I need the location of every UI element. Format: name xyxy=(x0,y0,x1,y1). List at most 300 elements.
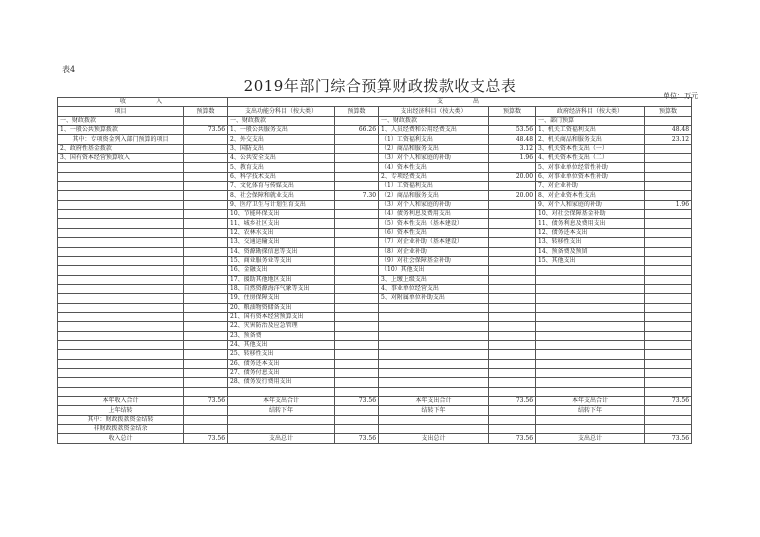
func-item-cell: 16、金融支出 xyxy=(228,266,335,275)
econ-budget-cell xyxy=(489,247,536,256)
gov-econ-item-cell: 本年支出合计 xyxy=(536,397,645,406)
income-item-cell: 本年收入合计 xyxy=(58,397,184,406)
func-item-cell: 本年支出合计 xyxy=(228,397,335,406)
income-budget-cell xyxy=(184,200,228,209)
func-budget-cell xyxy=(335,144,379,153)
func-item-cell: 20、粮油物资储备支出 xyxy=(228,303,335,312)
econ-budget-cell xyxy=(489,182,536,191)
income-item-cell xyxy=(58,256,184,265)
func-item-cell: 4、公共安全支出 xyxy=(228,154,335,163)
econ-budget-cell xyxy=(489,387,536,396)
income-budget-cell xyxy=(184,191,228,200)
gov-econ-budget-cell xyxy=(645,163,692,172)
func-budget-cell: 73.56 xyxy=(335,434,379,443)
gov-econ-item-cell xyxy=(536,266,645,275)
func-item-cell: 9、医疗卫生与计划生育支出 xyxy=(228,200,335,209)
gov-econ-item-cell xyxy=(536,275,645,284)
table-row xyxy=(58,210,692,219)
form-number: 表4 xyxy=(62,65,76,74)
income-item-cell xyxy=(58,238,184,247)
gov-econ-budget-cell xyxy=(645,368,692,377)
econ-item-cell: 1、人员经费和公用经费支出 xyxy=(379,126,489,135)
econ-item-cell: （7）对企业补助（基本建设） xyxy=(379,238,489,247)
income-item-cell: 2、政府性基金拨款 xyxy=(58,144,184,153)
income-item-cell xyxy=(58,340,184,349)
income-budget-cell xyxy=(184,210,228,219)
gov-econ-budget-cell xyxy=(645,331,692,340)
econ-budget-cell xyxy=(489,116,536,125)
func-item-cell: 24、其他支出 xyxy=(228,340,335,349)
gov-econ-item-cell: 14、预备费及预留 xyxy=(536,247,645,256)
gov-econ-budget-cell xyxy=(645,284,692,293)
econ-budget-cell xyxy=(489,256,536,265)
econ-item-cell xyxy=(379,415,489,424)
func-item-cell: 2、外交支出 xyxy=(228,135,335,144)
econ-budget-cell xyxy=(489,228,536,237)
table-row xyxy=(58,312,692,321)
income-item-cell xyxy=(58,219,184,228)
gov-econ-item-cell: 1、机关工资福利支出 xyxy=(536,126,645,135)
econ-item-cell xyxy=(379,368,489,377)
gov-econ-item-cell: 8、对企业资本性支出 xyxy=(536,191,645,200)
econ-item-cell: 一、财政拨款 xyxy=(379,116,489,125)
econ-item-cell xyxy=(379,378,489,387)
econ-item-cell: （2）商品和服务支出 xyxy=(379,191,489,200)
gov-econ-item-cell: 结转下年 xyxy=(536,406,645,415)
func-budget-cell xyxy=(335,154,379,163)
income-item-cell xyxy=(58,312,184,321)
gov-econ-budget-cell xyxy=(645,154,692,163)
econ-budget-cell: 53.56 xyxy=(489,126,536,135)
econ-budget-cell xyxy=(489,210,536,219)
table-row xyxy=(58,182,692,191)
table-row xyxy=(58,387,692,396)
total-row xyxy=(58,434,692,443)
table-row xyxy=(58,144,692,153)
gov-econ-item-cell: 10、对社会保障基金补助 xyxy=(536,210,645,219)
income-budget-cell xyxy=(184,116,228,125)
income-item-cell xyxy=(58,331,184,340)
income-budget-cell xyxy=(184,368,228,377)
budget-header: 预算数 xyxy=(645,107,692,116)
income-item-cell xyxy=(58,266,184,275)
income-header: 收 入 xyxy=(58,98,228,107)
total-row xyxy=(58,406,692,415)
gov-econ-item-cell: 7、对企业补助 xyxy=(536,182,645,191)
income-budget-cell xyxy=(184,144,228,153)
table-row xyxy=(58,303,692,312)
income-budget-cell xyxy=(184,275,228,284)
func-budget-cell xyxy=(335,368,379,377)
econ-item-cell: （3）对个人和家庭的补助 xyxy=(379,200,489,209)
func-budget-cell xyxy=(335,294,379,303)
func-item-cell: 结转下年 xyxy=(228,406,335,415)
gov-econ-budget-cell xyxy=(645,144,692,153)
income-item-cell xyxy=(58,284,184,293)
func-item-cell: 3、国防支出 xyxy=(228,144,335,153)
func-item-cell: 12、农林水支出 xyxy=(228,228,335,237)
gov-econ-item-cell: 支出总计 xyxy=(536,434,645,443)
func-item-cell: 5、教育支出 xyxy=(228,163,335,172)
gov-econ-item-cell xyxy=(536,415,645,424)
income-item-cell xyxy=(58,359,184,368)
budget-table xyxy=(57,97,692,444)
gov-econ-item-cell: 3、机关资本性支出（一） xyxy=(536,144,645,153)
econ-budget-cell xyxy=(489,275,536,284)
income-item-cell xyxy=(58,172,184,181)
gov-econ-item-cell: 13、转移性支出 xyxy=(536,238,645,247)
func-item-cell: 26、债务还本支出 xyxy=(228,359,335,368)
gov-econ-budget-cell xyxy=(645,275,692,284)
table-row xyxy=(58,135,692,144)
econ-budget-cell xyxy=(489,284,536,293)
income-item-cell: 其中：专项资金列入部门预算的项目 xyxy=(58,135,184,144)
income-budget-cell xyxy=(184,135,228,144)
table-row xyxy=(58,340,692,349)
func-item-cell: 18、自然资源海洋气象等支出 xyxy=(228,284,335,293)
income-budget-cell xyxy=(184,378,228,387)
income-item-cell: 上年结转 xyxy=(58,406,184,415)
income-item-cell xyxy=(58,228,184,237)
table-row xyxy=(58,359,692,368)
income-item-cell xyxy=(58,387,184,396)
func-budget-cell xyxy=(335,331,379,340)
income-item-cell xyxy=(58,303,184,312)
gov-econ-item-cell xyxy=(536,303,645,312)
table-row xyxy=(58,256,692,265)
income-budget-cell xyxy=(184,182,228,191)
income-budget-cell xyxy=(184,238,228,247)
income-item-cell: 其中：财政拨款资金结转 xyxy=(58,415,184,424)
income-budget-cell xyxy=(184,228,228,237)
econ-budget-cell xyxy=(489,368,536,377)
econ-class-header: 支出经济科目（按大类） xyxy=(379,107,489,116)
gov-econ-budget-cell xyxy=(645,238,692,247)
table-row xyxy=(58,284,692,293)
income-budget-cell: 73.56 xyxy=(184,434,228,443)
func-item-cell: 15、商业服务业等支出 xyxy=(228,256,335,265)
econ-item-cell: （1）工资福利支出 xyxy=(379,182,489,191)
econ-item-cell xyxy=(379,425,489,434)
income-item-cell xyxy=(58,275,184,284)
income-budget-cell xyxy=(184,406,228,415)
func-budget-cell xyxy=(335,275,379,284)
income-item-cell xyxy=(58,294,184,303)
income-item-cell xyxy=(58,368,184,377)
gov-econ-item-cell xyxy=(536,294,645,303)
table-row xyxy=(58,238,692,247)
econ-item-cell: 支出总计 xyxy=(379,434,489,443)
gov-econ-budget-cell xyxy=(645,406,692,415)
budget-header: 预算数 xyxy=(184,107,228,116)
gov-econ-item-cell xyxy=(536,284,645,293)
func-item-cell: 28、债务发行费用支出 xyxy=(228,378,335,387)
gov-econ-budget-cell xyxy=(645,294,692,303)
gov-econ-item-cell xyxy=(536,378,645,387)
gov-econ-budget-cell: 1.96 xyxy=(645,200,692,209)
table-row xyxy=(58,266,692,275)
item-header: 项目 xyxy=(58,107,184,116)
func-item-cell: 一、财政拨款 xyxy=(228,116,335,125)
func-item-cell: 支出总计 xyxy=(228,434,335,443)
func-budget-cell xyxy=(335,312,379,321)
econ-budget-cell xyxy=(489,406,536,415)
func-budget-cell xyxy=(335,415,379,424)
econ-item-cell xyxy=(379,303,489,312)
func-budget-cell xyxy=(335,322,379,331)
income-budget-cell xyxy=(184,266,228,275)
income-budget-cell xyxy=(184,312,228,321)
func-budget-cell xyxy=(335,219,379,228)
gov-econ-budget-cell xyxy=(645,116,692,125)
income-item-cell xyxy=(58,163,184,172)
gov-econ-class-header: 政府经济科目（按大类） xyxy=(536,107,645,116)
econ-item-cell: 3、上缴上级支出 xyxy=(379,275,489,284)
func-item-cell: 17、援助其他地区支出 xyxy=(228,275,335,284)
gov-econ-budget-cell: 23.12 xyxy=(645,135,692,144)
gov-econ-budget-cell xyxy=(645,172,692,181)
econ-item-cell xyxy=(379,322,489,331)
total-row xyxy=(58,425,692,434)
func-item-cell: 14、资源勘探信息等支出 xyxy=(228,247,335,256)
econ-budget-cell xyxy=(489,219,536,228)
gov-econ-budget-cell: 73.56 xyxy=(645,397,692,406)
func-item-cell: 22、灾害防治及应急管理 xyxy=(228,322,335,331)
income-item-cell: 非财政拨款资金结余 xyxy=(58,425,184,434)
func-item-cell: 8、社会保障和就业支出 xyxy=(228,191,335,200)
income-item-cell xyxy=(58,378,184,387)
func-item-cell: 21、国有资本经营预算支出 xyxy=(228,312,335,321)
page-title: 2019年部门综合预算财政拨款收支总表 xyxy=(243,77,517,95)
income-budget-cell xyxy=(184,322,228,331)
gov-econ-budget-cell xyxy=(645,350,692,359)
econ-budget-cell xyxy=(489,303,536,312)
func-budget-cell xyxy=(335,284,379,293)
total-row xyxy=(58,415,692,424)
func-budget-cell xyxy=(335,350,379,359)
func-budget-cell xyxy=(335,116,379,125)
table-row xyxy=(58,200,692,209)
gov-econ-budget-cell xyxy=(645,219,692,228)
func-budget-cell xyxy=(335,256,379,265)
func-budget-cell xyxy=(335,340,379,349)
econ-budget-cell xyxy=(489,331,536,340)
gov-econ-item-cell xyxy=(536,340,645,349)
gov-econ-item-cell xyxy=(536,425,645,434)
func-budget-cell xyxy=(335,406,379,415)
budget-header: 预算数 xyxy=(335,107,379,116)
income-budget-cell xyxy=(184,284,228,293)
income-item-cell: 3、国有资本经营预算收入 xyxy=(58,154,184,163)
income-item-cell: 一、财政拨款 xyxy=(58,116,184,125)
econ-budget-cell: 20.00 xyxy=(489,172,536,181)
func-budget-cell xyxy=(335,172,379,181)
gov-econ-item-cell xyxy=(536,322,645,331)
func-budget-cell xyxy=(335,228,379,237)
econ-item-cell xyxy=(379,387,489,396)
econ-item-cell: （10）其他支出 xyxy=(379,266,489,275)
table-row xyxy=(58,116,692,125)
func-item-cell: 6、科学技术支出 xyxy=(228,172,335,181)
table-row xyxy=(58,172,692,181)
income-budget-cell xyxy=(184,256,228,265)
income-budget-cell xyxy=(184,387,228,396)
gov-econ-item-cell xyxy=(536,312,645,321)
budget-header: 预算数 xyxy=(489,107,536,116)
econ-budget-cell: 73.56 xyxy=(489,397,536,406)
econ-item-cell: 4、事业单位经营支出 xyxy=(379,284,489,293)
table-row xyxy=(58,275,692,284)
gov-econ-budget-cell xyxy=(645,359,692,368)
income-budget-cell xyxy=(184,172,228,181)
gov-econ-budget-cell xyxy=(645,210,692,219)
econ-budget-cell: 73.56 xyxy=(489,434,536,443)
func-budget-cell xyxy=(335,378,379,387)
gov-econ-budget-cell xyxy=(645,256,692,265)
gov-econ-item-cell: 6、对事业单位资本性补助 xyxy=(536,172,645,181)
func-item-cell xyxy=(228,415,335,424)
income-budget-cell xyxy=(184,340,228,349)
econ-item-cell xyxy=(379,359,489,368)
income-budget-cell xyxy=(184,350,228,359)
table-row xyxy=(58,331,692,340)
gov-econ-item-cell xyxy=(536,359,645,368)
income-budget-cell xyxy=(184,331,228,340)
gov-econ-budget-cell xyxy=(645,415,692,424)
gov-econ-item-cell xyxy=(536,368,645,377)
econ-budget-cell xyxy=(489,378,536,387)
func-item-cell xyxy=(228,387,335,396)
econ-item-cell: （2）商品和服务支出 xyxy=(379,144,489,153)
table-row xyxy=(58,322,692,331)
econ-budget-cell: 48.48 xyxy=(489,135,536,144)
table-row xyxy=(58,378,692,387)
header-row-1 xyxy=(58,98,692,107)
gov-econ-budget-cell xyxy=(645,312,692,321)
gov-econ-budget-cell xyxy=(645,303,692,312)
econ-budget-cell: 20.00 xyxy=(489,191,536,200)
econ-budget-cell xyxy=(489,350,536,359)
gov-econ-budget-cell xyxy=(645,266,692,275)
gov-econ-budget-cell xyxy=(645,425,692,434)
income-budget-cell xyxy=(184,163,228,172)
func-class-header: 支出功能分科目（按大类） xyxy=(228,107,335,116)
gov-econ-budget-cell xyxy=(645,387,692,396)
income-budget-cell xyxy=(184,303,228,312)
econ-budget-cell xyxy=(489,359,536,368)
income-item-cell xyxy=(58,247,184,256)
econ-budget-cell xyxy=(489,200,536,209)
income-item-cell xyxy=(58,322,184,331)
econ-item-cell: （5）资本性支出（基本建设） xyxy=(379,219,489,228)
func-budget-cell xyxy=(335,200,379,209)
table-row xyxy=(58,368,692,377)
econ-budget-cell: 1.96 xyxy=(489,154,536,163)
func-budget-cell xyxy=(335,182,379,191)
econ-budget-cell xyxy=(489,238,536,247)
expenditure-header: 支 出 xyxy=(228,98,692,107)
gov-econ-item-cell: 2、机关商品和服务支出 xyxy=(536,135,645,144)
econ-budget-cell xyxy=(489,163,536,172)
gov-econ-item-cell: 15、其他支出 xyxy=(536,256,645,265)
econ-item-cell xyxy=(379,350,489,359)
income-budget-cell xyxy=(184,219,228,228)
table-row xyxy=(58,228,692,237)
econ-budget-cell xyxy=(489,425,536,434)
func-item-cell xyxy=(228,425,335,434)
gov-econ-item-cell: 一、部门预算 xyxy=(536,116,645,125)
table-row xyxy=(58,191,692,200)
func-budget-cell xyxy=(335,163,379,172)
gov-econ-budget-cell: 73.56 xyxy=(645,434,692,443)
income-item-cell: 收入总计 xyxy=(58,434,184,443)
gov-econ-budget-cell xyxy=(645,247,692,256)
income-budget-cell xyxy=(184,294,228,303)
func-budget-cell xyxy=(335,210,379,219)
gov-econ-budget-cell xyxy=(645,340,692,349)
table-row xyxy=(58,247,692,256)
econ-item-cell: （4）资本性支出 xyxy=(379,163,489,172)
econ-item-cell: （3）对个人和家庭的补助 xyxy=(379,154,489,163)
econ-item-cell: 5、对附属单位补助支出 xyxy=(379,294,489,303)
gov-econ-item-cell: 5、对事业单位经常性补助 xyxy=(536,163,645,172)
func-budget-cell: 7.30 xyxy=(335,191,379,200)
gov-econ-budget-cell xyxy=(645,182,692,191)
func-item-cell: 27、债务付息支出 xyxy=(228,368,335,377)
econ-item-cell: （1）工资福利支出 xyxy=(379,135,489,144)
func-item-cell: 25、转移性支出 xyxy=(228,350,335,359)
func-budget-cell xyxy=(335,425,379,434)
econ-budget-cell xyxy=(489,266,536,275)
func-budget-cell xyxy=(335,303,379,312)
econ-item-cell: 本年支出合计 xyxy=(379,397,489,406)
econ-item-cell: （4）债务利息及费用支出 xyxy=(379,210,489,219)
econ-budget-cell: 3.12 xyxy=(489,144,536,153)
unit-label: 单位：万元 xyxy=(663,92,698,100)
gov-econ-item-cell xyxy=(536,350,645,359)
total-row xyxy=(58,397,692,406)
econ-item-cell: （8）对企业补助 xyxy=(379,247,489,256)
func-budget-cell xyxy=(335,247,379,256)
econ-budget-cell xyxy=(489,340,536,349)
table-row xyxy=(58,294,692,303)
func-budget-cell: 66.26 xyxy=(335,126,379,135)
econ-item-cell: （6）资本性支出 xyxy=(379,228,489,237)
income-item-cell xyxy=(58,182,184,191)
func-item-cell: 19、住房保障支出 xyxy=(228,294,335,303)
gov-econ-item-cell: 11、债务利息及费用支出 xyxy=(536,219,645,228)
func-budget-cell: 73.56 xyxy=(335,397,379,406)
gov-econ-budget-cell xyxy=(645,322,692,331)
econ-budget-cell xyxy=(489,322,536,331)
func-item-cell: 7、文化体育与传媒支出 xyxy=(228,182,335,191)
table-row xyxy=(58,126,692,135)
income-budget-cell: 73.56 xyxy=(184,126,228,135)
gov-econ-item-cell xyxy=(536,331,645,340)
econ-item-cell: 2、专项经费支出 xyxy=(379,172,489,181)
econ-item-cell xyxy=(379,340,489,349)
func-budget-cell xyxy=(335,135,379,144)
func-item-cell: 1、一般公共服务支出 xyxy=(228,126,335,135)
func-item-cell: 10、节能环保支出 xyxy=(228,210,335,219)
table-row xyxy=(58,163,692,172)
table-row xyxy=(58,350,692,359)
gov-econ-item-cell: 4、机关资本性支出（二） xyxy=(536,154,645,163)
econ-budget-cell xyxy=(489,294,536,303)
func-item-cell: 23、预备费 xyxy=(228,331,335,340)
econ-item-cell: 结转下年 xyxy=(379,406,489,415)
gov-econ-item-cell: 9、对个人和家庭的补助 xyxy=(536,200,645,209)
